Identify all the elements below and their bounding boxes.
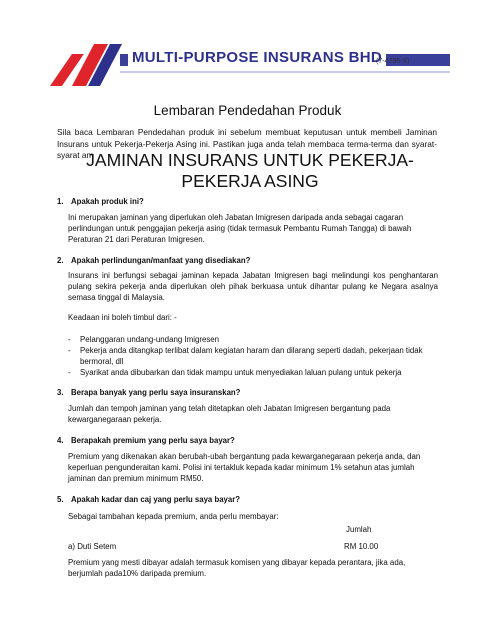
product-title-line-2: PEKERJA ASING xyxy=(181,171,319,191)
product-title xyxy=(60,150,440,192)
section-sub-intro: Keadaan ini boleh timbul dari: - xyxy=(68,313,177,322)
section-heading xyxy=(57,256,250,265)
section-number: 1. xyxy=(57,197,64,206)
section-heading xyxy=(57,495,240,504)
list-item-text: Pekerja anda ditangkap terlibat dalam kegiatan haram dan dilarang seperti dadah, pekerjaan tidak bermoral, dll xyxy=(80,346,423,366)
section-body: Ini merupakan jaminan yang diperlukan oleh Jabatan Imigresen daripada anda sebagai cagaran perlindungan untuk penggajian pekerja asing (tidak termasuk Pembantu Rumah Tangga) di bawah Peraturan 21 dari Peraturan Imigresen. xyxy=(68,213,412,244)
list-item-text: Pelanggaran undang-undang Imigresen xyxy=(80,335,220,344)
list-item-text: Syarikat anda dibubarkan dan tidak mampu untuk menyediakan laluan pulang untuk pekerja xyxy=(80,368,402,377)
fee-amount: RM 10.00 xyxy=(344,542,379,551)
header-underline xyxy=(120,71,450,73)
fee-label: a) Duti Setem xyxy=(68,542,117,551)
section-heading xyxy=(57,388,240,397)
bullet-dash: - xyxy=(68,346,71,355)
company-header xyxy=(50,40,490,90)
section-number: 3. xyxy=(57,388,64,397)
section-body: Insurans ini berfungsi sebagai jaminan kepada Jabatan Imigresen bagi melindungi kos penghantaran pulang sekira pekerja anda diperlukan oleh pihak berkuasa untuk dihantar pulang ke Negara asalnya semasa tinggal di Malaysia. xyxy=(68,271,438,302)
section-body: Jumlah dan tempoh jaminan yang telah ditetapkan oleh Jabatan Imigresen bergantung pada kewarganegaraan pekerja. xyxy=(68,404,391,424)
section-question: Berapakah premium yang perlu saya bayar? xyxy=(71,436,235,445)
intro-paragraph: Sila baca Lembaran Pendedahan produk ini sebelum membuat keputusan untuk membeli Jaminan Insurans untuk Pekerja-Pekerja Asing ini. Pastikan juga anda telah membaca terma-terma dan syarat-syarat am xyxy=(57,127,437,160)
section-question: Berapa banyak yang perlu saya insuranskan? xyxy=(71,388,241,397)
company-name: MULTI-PURPOSE INSURANS BHD xyxy=(128,49,386,66)
company-logo-icon xyxy=(50,40,124,90)
bullet-dash: - xyxy=(68,335,71,344)
bullet-dash: - xyxy=(68,368,71,377)
section-question: Apakah perlindungan/manfaat yang disediakan? xyxy=(71,256,251,265)
section-footer: Premium yang mesti dibayar adalah termasuk komisen yang dibayar kepada perantara, jika ada, berjumlah pada10% daripada premium. xyxy=(68,558,406,578)
section-body: Premium yang dikenakan akan berubah-ubah bergantung pada kewarganegaraan pekerja anda, dan keperluan pengunderaitan kami. Polisi ini tertakluk kepada kadar minimum 1% setahun atas jumlah jaminan dan premium minimum RM50. xyxy=(68,452,421,483)
list-item xyxy=(68,334,440,345)
amount-column-header: Jumlah xyxy=(346,525,372,534)
section-body: Sebagai tambahan kepada premium, anda perlu membayar: xyxy=(68,512,279,521)
section-question: Apakah produk ini? xyxy=(71,197,144,206)
list-item xyxy=(68,345,440,367)
section-number: 4. xyxy=(57,436,64,445)
product-title-line-1: JAMINAN INSURANS UNTUK PEKERJA- xyxy=(86,150,414,170)
section-heading xyxy=(57,436,235,445)
list-item xyxy=(68,367,440,378)
section-number: 2. xyxy=(57,256,64,265)
section-number: 5. xyxy=(57,495,64,504)
section-heading xyxy=(57,197,144,206)
company-reg-no: (7-4796-X) xyxy=(376,58,410,65)
section-question: Apakah kadar dan caj yang perlu saya bayar? xyxy=(71,495,241,504)
document-title: Lembaran Pendedahan Produk xyxy=(153,103,342,118)
